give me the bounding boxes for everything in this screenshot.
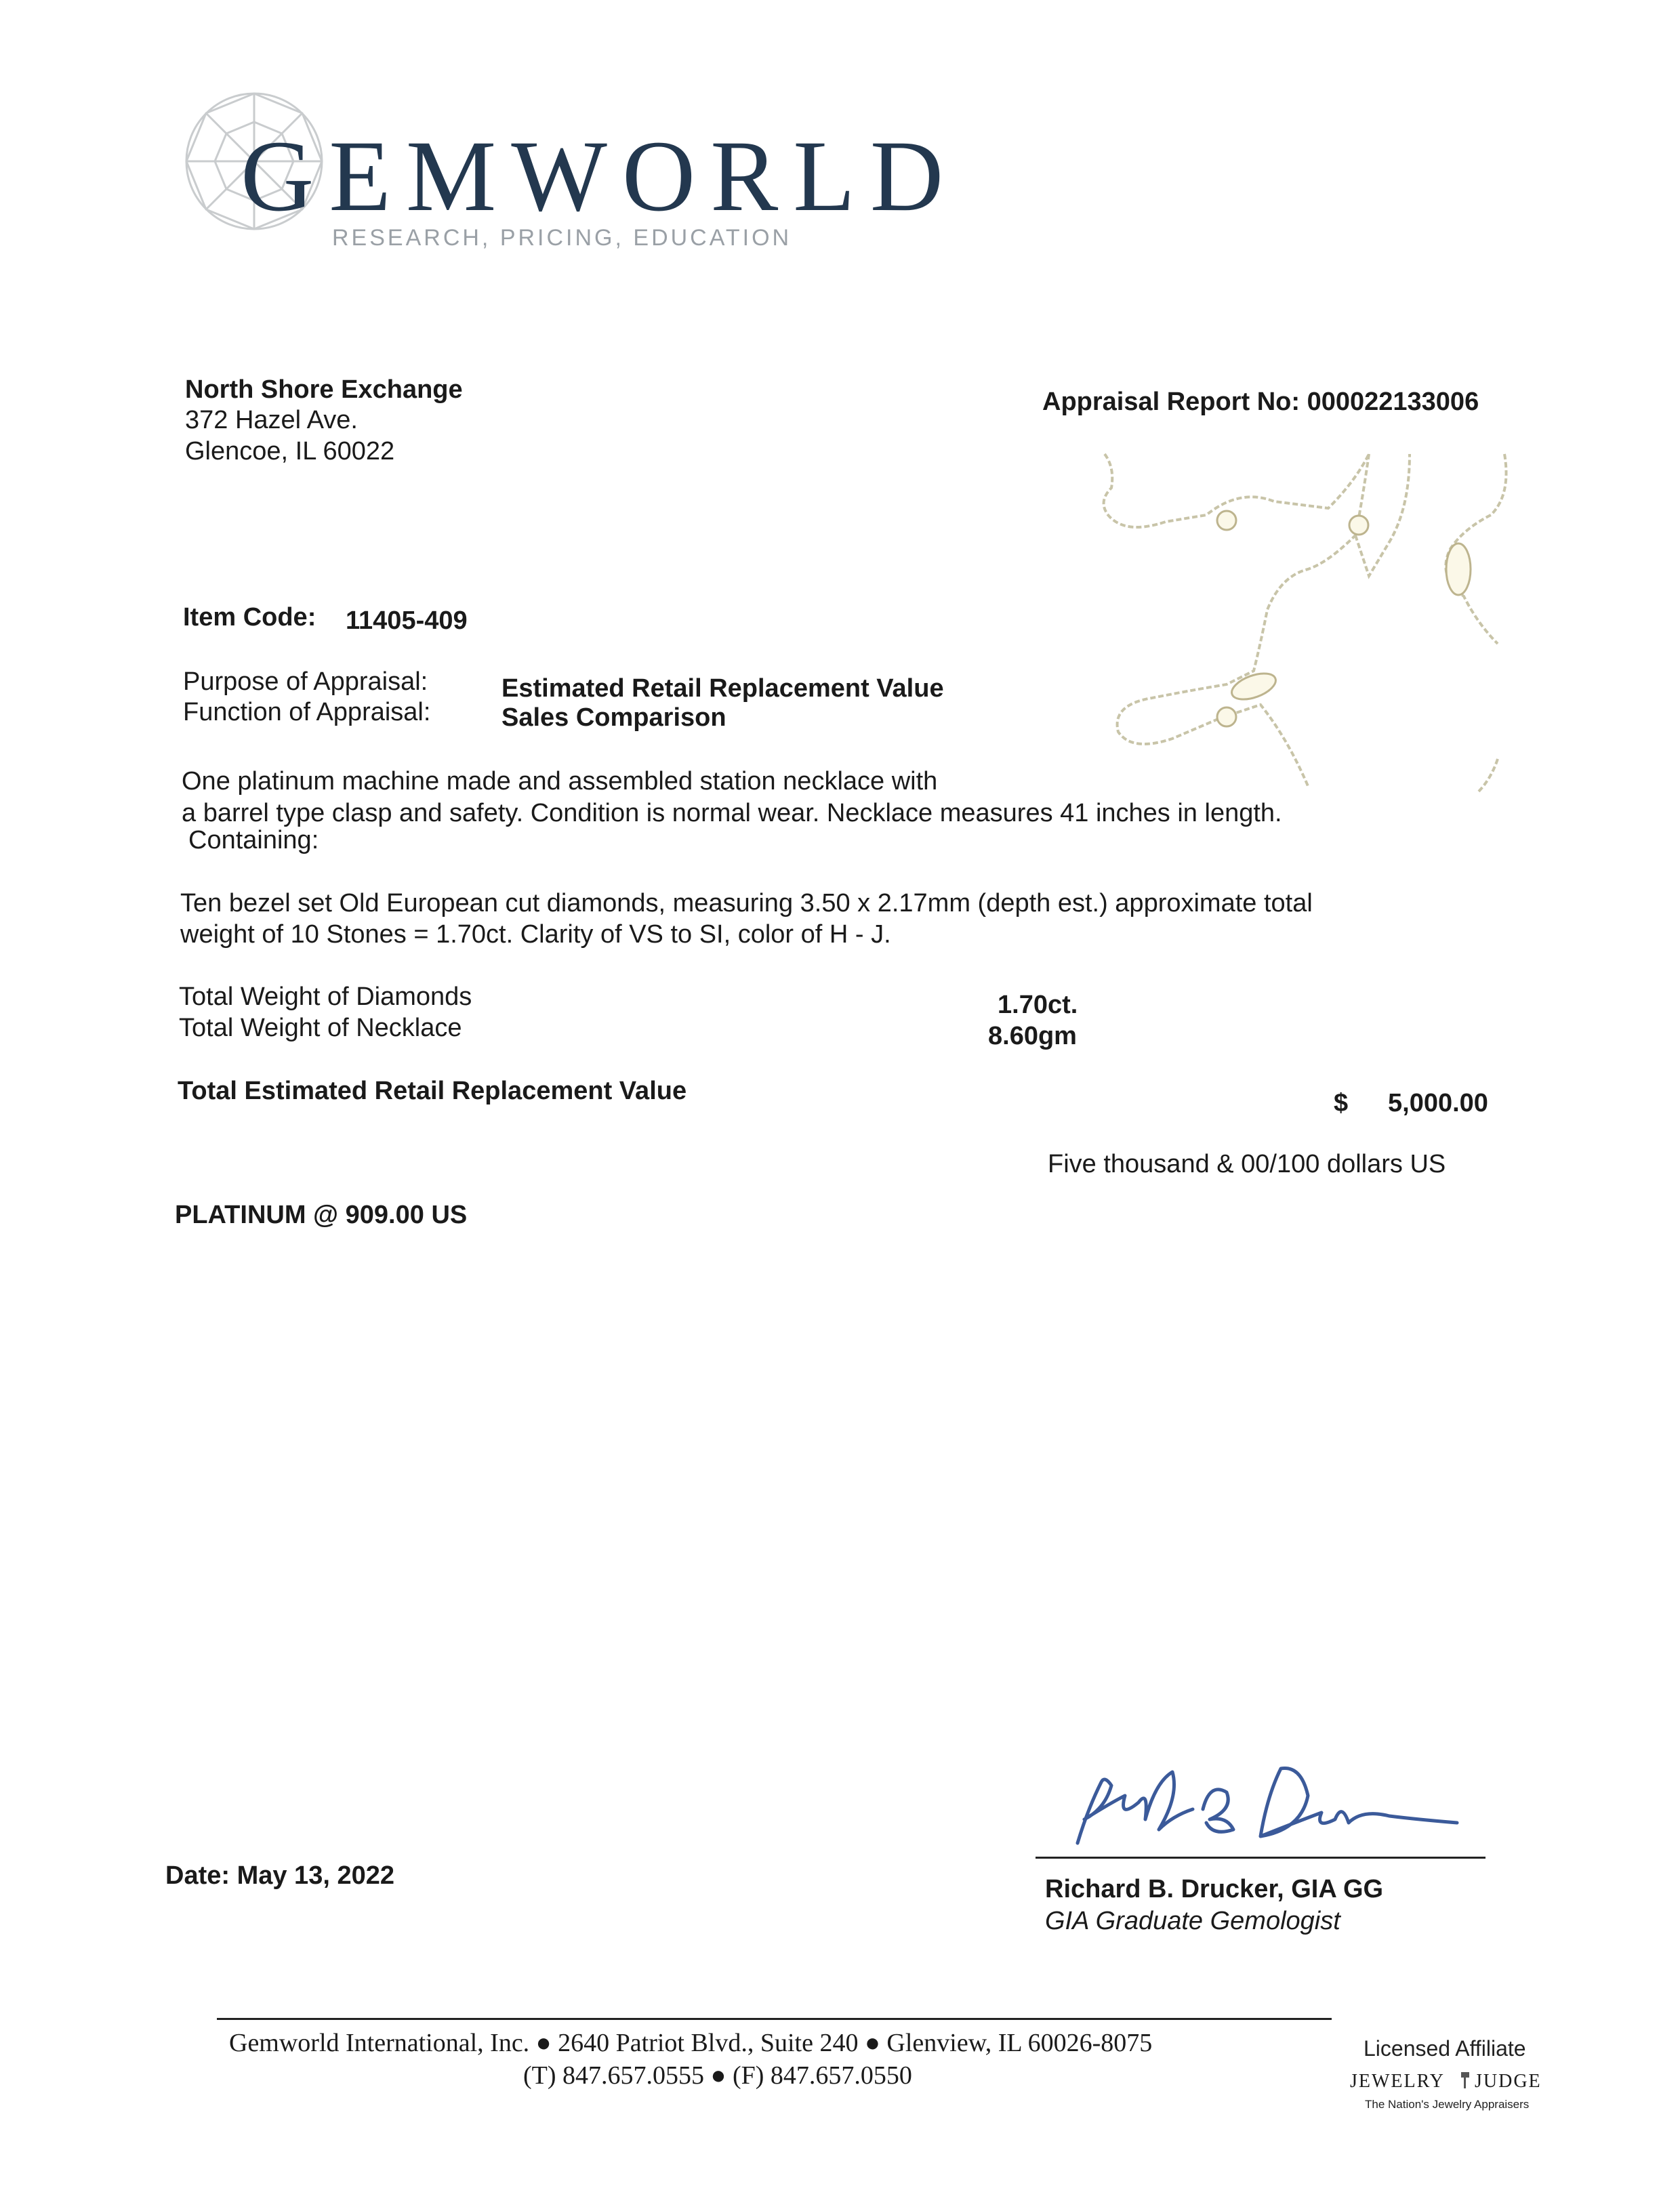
item-description-line3: Containing:	[188, 826, 319, 854]
purpose-label: Purpose of Appraisal:	[183, 667, 428, 696]
function-value: Sales Comparison	[501, 703, 726, 732]
item-description-line1: One platinum machine made and assembled station necklace with	[182, 767, 938, 796]
total-weight-necklace-value: 8.60gm	[988, 1022, 1077, 1050]
purpose-value: Estimated Retail Replacement Value	[501, 674, 944, 703]
signature-line	[1036, 1857, 1486, 1859]
footer-company-address: Gemworld International, Inc. ● 2640 Patriot Blvd., Suite 240 ● Glenview, IL 60026-8075	[229, 2029, 1153, 2057]
stones-description-line2: weight of 10 Stones = 1.70ct. Clarity of VS to SI, color of H - J.	[180, 920, 891, 949]
total-value-in-words: Five thousand & 00/100 dollars US	[1048, 1150, 1446, 1178]
appraiser-title: GIA Graduate Gemologist	[1045, 1907, 1340, 1935]
gavel-icon	[1456, 2071, 1473, 2091]
jewelry-judge-logo-word1: JEWELRY	[1350, 2071, 1445, 2092]
jewelry-judge-logo-word2: JUDGE	[1475, 2071, 1542, 2092]
item-description-line2: a barrel type clasp and safety. Condition is normal wear. Necklace measures 41 inches in length.	[182, 799, 1282, 827]
client-address-line2: Glencoe, IL 60022	[185, 437, 395, 466]
company-logo-wordmark: GEMWORLD	[241, 120, 959, 232]
total-value-amount: 5,000.00	[1388, 1089, 1488, 1117]
total-weight-necklace-label: Total Weight of Necklace	[179, 1014, 462, 1042]
total-value-label: Total Estimated Retail Replacement Value	[178, 1077, 687, 1105]
total-weight-diamonds-label: Total Weight of Diamonds	[179, 983, 472, 1011]
platinum-price: PLATINUM @ 909.00 US	[175, 1201, 468, 1229]
function-label: Function of Appraisal:	[183, 698, 431, 726]
appraisal-report-number: Appraisal Report No: 000022133006	[1042, 388, 1479, 416]
necklace-photo	[1084, 440, 1518, 806]
licensed-affiliate-label: Licensed Affiliate	[1364, 2036, 1526, 2061]
appraiser-name: Richard B. Drucker, GIA GG	[1045, 1875, 1384, 1903]
item-code-label: Item Code:	[183, 603, 316, 632]
appraiser-signature	[1037, 1755, 1477, 1857]
stones-description-line1: Ten bezel set Old European cut diamonds, measuring 3.50 x 2.17mm (depth est.) approximate total	[180, 889, 1313, 917]
total-value-currency: $	[1334, 1089, 1349, 1117]
appraisal-date: Date: May 13, 2022	[165, 1861, 394, 1890]
footer-divider	[217, 2018, 1332, 2020]
footer-phone-fax: (T) 847.657.0555 ● (F) 847.657.0550	[523, 2061, 912, 2090]
total-weight-diamonds-value: 1.70ct.	[998, 991, 1078, 1019]
client-address-line1: 372 Hazel Ave.	[185, 406, 358, 434]
client-name: North Shore Exchange	[185, 375, 463, 404]
jewelry-judge-tagline: The Nation's Jewelry Appraisers	[1365, 2098, 1530, 2111]
item-code-value: 11405-409	[346, 606, 468, 635]
company-tagline: RESEARCH, PRICING, EDUCATION	[332, 225, 792, 251]
